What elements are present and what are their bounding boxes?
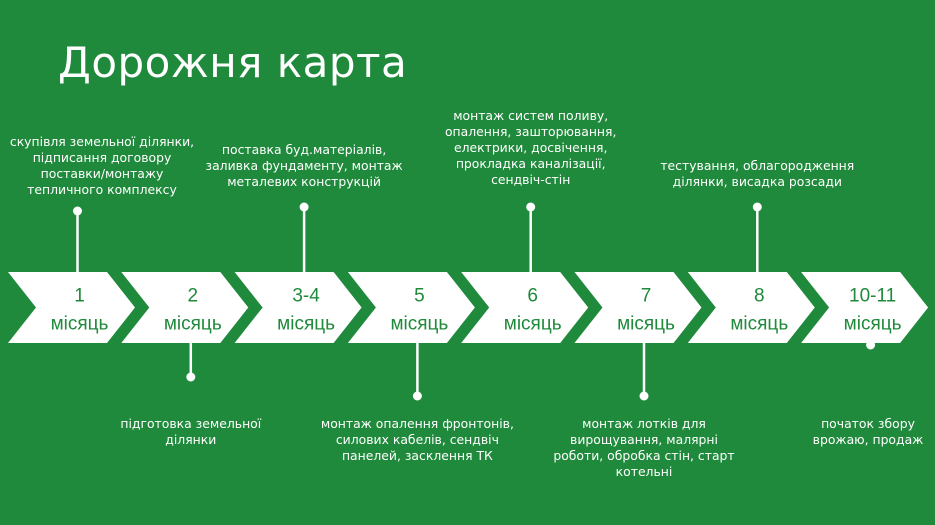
step-number: 5 (414, 285, 425, 307)
step-note-7: тестування, облагородження ділянки, висадка розсади (660, 158, 855, 189)
step-unit: місяць (617, 313, 675, 335)
step-unit: місяць (277, 313, 336, 335)
step-number: 6 (527, 285, 538, 307)
step-note-5: монтаж систем поливу, опалення, зашторювання, електрики, досвічення, прокладка каналізації, сендвіч-стін (444, 108, 617, 187)
connector-dot (186, 373, 195, 382)
connector-dot (73, 207, 82, 216)
step-note-4: монтаж опалення фронтонів, силових кабелів, сендвіч панелей, засклення ТК (320, 416, 514, 463)
step-unit: місяць (163, 313, 222, 335)
step-note-3: поставка буд.матеріалів, заливка фундаменту, монтаж металевих конструкцій (205, 142, 403, 189)
step-unit: місяць (390, 313, 449, 335)
step-unit: місяць (503, 313, 562, 335)
step-unit: місяць (50, 313, 109, 335)
step-number: 1 (74, 285, 85, 307)
connector-dot (413, 392, 422, 401)
step-number: 8 (754, 285, 765, 307)
connector-dot (526, 203, 535, 212)
step-note-6: монтаж лотків для вирощування, малярні роботи, обробка стін, старт котельні (553, 416, 735, 479)
connector-dot (300, 203, 309, 212)
step-unit: місяць (843, 313, 902, 335)
step-unit: місяць (730, 313, 789, 335)
connector-dot (640, 392, 649, 401)
step-number: 3-4 (292, 285, 320, 307)
step-note-2: підготовка земельної ділянки (120, 416, 262, 447)
step-number: 2 (187, 285, 199, 307)
page-title: Дорожня карта (58, 38, 408, 87)
step-number: 7 (640, 285, 652, 307)
step-note-8: початок збору врожаю, продаж (812, 416, 924, 447)
step-note-1: скупівля земельної ділянки, підписання договору поставки/монтажу тепличного комплексу (9, 134, 195, 197)
connector-dot (753, 203, 762, 212)
step-number: 10-11 (849, 285, 897, 307)
